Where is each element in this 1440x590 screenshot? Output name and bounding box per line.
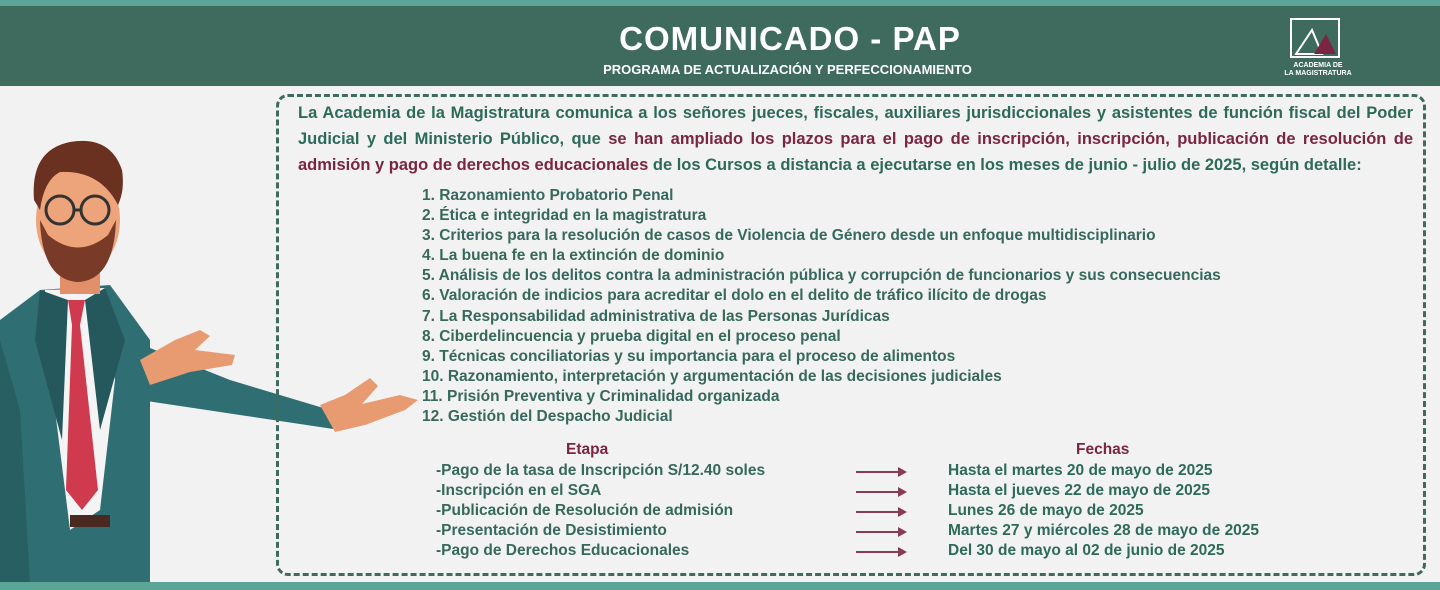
bottom-accent-strip [0, 582, 1440, 590]
logo-mark [1290, 18, 1340, 58]
fecha-item: Del 30 de mayo al 02 de junio de 2025 [948, 542, 1225, 560]
header-banner [0, 6, 1440, 86]
list-item: 12. Gestión del Despacho Judicial [422, 408, 673, 426]
list-item: 5. Análisis de los delitos contra la administración pública y corrupción de funcionarios y sus consecuencias [422, 267, 1221, 285]
fechas-column [948, 461, 1368, 561]
etapa-item: -Pago de la tasa de Inscripción S/12.40 soles [436, 462, 766, 479]
intro-text-part-1: La Academia de la Magistratura comunica a los señores jueces, fiscales, auxiliares jurisdiccionales y asistentes de función fiscal del Poder Judicial y del Ministerio Público, que [298, 104, 1413, 148]
list-item: 3. Criterios para la resolución de casos de Violencia de Género desde un enfoque multidisciplinario [422, 227, 1156, 245]
fechas-header: Fechas [1076, 441, 1130, 458]
page-subtitle: PROGRAMA DE ACTUALIZACIÓN Y PERFECCIONAMIENTO [603, 62, 972, 77]
list-item: 7. La Responsabilidad administrativa de las Personas Jurídicas [422, 307, 890, 325]
list-item: 4. La buena fe en la extinción de dominio [422, 247, 725, 265]
list-item: 9. Técnicas conciliatorias y su importancia para el proceso de alimentos [422, 347, 956, 365]
page-title: COMUNICADO - PAP [619, 20, 961, 57]
etapa-item: -Publicación de Resolución de admisión [436, 502, 734, 520]
arrow-right-icon [856, 501, 910, 521]
arrow-right-icon [856, 521, 910, 541]
list-item: 10. Razonamiento, interpretación y argumentación de las decisiones judiciales [422, 367, 1002, 385]
fecha-item: Hasta el jueves 22 de mayo de 2025 [948, 482, 1210, 500]
intro-highlight: se han ampliado los plazos para el pago de inscripción, inscripción, publicación de resolución de admisión y pago de derechos educacionales [298, 130, 1414, 174]
logo-triangles-icon [1292, 20, 1338, 56]
etapa-item: -Inscripción en el SGA [436, 482, 602, 500]
fecha-item: Martes 27 y miércoles 28 de mayo de 2025 [948, 522, 1260, 540]
list-item: 8. Ciberdelincuencia y prueba digital en el proceso penal [422, 327, 841, 345]
course-list [422, 186, 1221, 427]
intro-text-part-2: de los Cursos a distancia a ejecutarse en los meses de junio - julio de 2025, según detalle: [648, 156, 1362, 174]
etapa-item: -Presentación de Desistimiento [436, 522, 667, 540]
arrow-right-icon [856, 481, 910, 501]
arrow-column [856, 461, 910, 561]
list-item: 11. Prisión Preventiva y Criminalidad organizada [422, 387, 780, 405]
fecha-item: Hasta el martes 20 de mayo de 2025 [948, 462, 1213, 479]
list-item: 2. Ética e integridad en la magistratura [422, 207, 707, 225]
logo-text-line-1: ACADEMIA DE [1293, 62, 1343, 69]
list-item: 6. Valoración de indicios para acreditar el dolo en el delito de tráfico ilícito de drogas [422, 287, 1047, 305]
logo-text [1283, 62, 1353, 78]
list-item: 1. Razonamiento Probatorio Penal [422, 187, 674, 204]
arrow-right-icon [856, 461, 910, 481]
etapa-column [436, 461, 836, 561]
arrow-right-icon [856, 541, 910, 561]
academy-logo [1283, 18, 1353, 84]
fecha-item: Lunes 26 de mayo de 2025 [948, 502, 1144, 520]
intro-paragraph [298, 100, 1413, 178]
etapa-item: -Pago de Derechos Educacionales [436, 542, 690, 560]
logo-text-line-2: LA MAGISTRATURA [1284, 70, 1352, 77]
etapa-header: Etapa [566, 441, 609, 458]
